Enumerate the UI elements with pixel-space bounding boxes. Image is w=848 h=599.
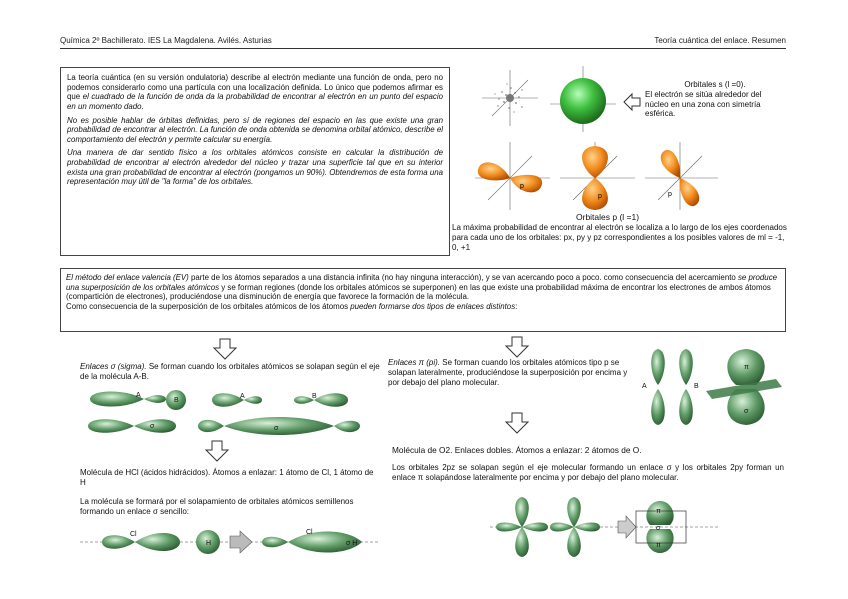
hcl-bond-figure — [80, 522, 380, 562]
hcl-title: Molécula de HCl (ácidos hidrácidos). Átomos a enlazar: 1 átomo de Cl, 1 átomo de H — [80, 468, 374, 487]
svg-text:B: B — [312, 393, 317, 400]
down-arrow-icon-pi — [504, 336, 530, 358]
svg-text:σ: σ — [274, 425, 279, 432]
intro-paragraph-1: La teoría cuántica (en su versión ondulatoria) describe al electrón mediante una función de onda, pero no podemos considerarlo como una partícula con una localización definida. Lo único que podemos afirmar es que el cuadrado de la función de onda da la probabilidad de encontrar al electrón en un punto del espacio en un momento dado. — [67, 73, 443, 111]
o2-description: Los orbitales 2pz se solapan según el eje molecular formando un enlace σ y los orbitales 2py forman un enlace π solapándose lateralmente por encima y por debajo del plano molecular. — [392, 463, 784, 482]
intro-box — [60, 67, 450, 256]
svg-text:σ: σ — [150, 423, 155, 430]
svg-text:p: p — [668, 191, 672, 198]
pi-bond-figure — [636, 347, 786, 427]
p-orbital-title: Orbitales p (l =1) — [576, 212, 640, 222]
p-orbitals-figure — [470, 140, 720, 212]
svg-text:H: H — [206, 540, 212, 547]
down-arrow-icon-hcl — [204, 440, 230, 462]
svg-text:Cl: Cl — [306, 529, 313, 536]
hcl-description: La molécula se formará por el solapamiento de orbitales atómicos semillenos formando un enlace σ sencillo: — [80, 497, 354, 516]
svg-text:σ: σ — [744, 408, 749, 415]
svg-text:π: π — [744, 364, 749, 371]
s-orbital-dots-figure — [478, 66, 542, 130]
down-arrow-icon-o2 — [504, 412, 530, 434]
header-rule — [60, 48, 786, 49]
header-right: Teoría cuántica del enlace. Resumen — [654, 36, 786, 45]
svg-text:π: π — [656, 508, 661, 515]
pi-heading: Enlaces π (pi). Se forman cuando los orbitales atómicos tipo p se solapan lateralmente, produciéndose la superposición por encima y por debajo del plano molecular. — [388, 358, 628, 387]
svg-text:π: π — [656, 542, 661, 549]
sigma-heading: Enlaces σ (sigma). Se forman cuando los orbitales atómicos se solapan según el eje de la molécula A-B. — [80, 362, 380, 381]
svg-text:p: p — [598, 193, 602, 200]
svg-text:A: A — [240, 393, 245, 400]
sigma-bond-figure — [84, 386, 374, 442]
pointer-arrow-icon — [622, 92, 642, 112]
svg-text:Cl: Cl — [130, 531, 137, 538]
o2-bond-figure — [490, 495, 720, 559]
s-orbital-sphere-figure — [548, 64, 618, 134]
intro-paragraph-2: No es posible hablar de órbitas definidas, pero sí de regiones del espacio en las que existe una gran probabilidad de encontrar al electrón. La función de onda obtenida se denomina orbital atómico, describe el comportamiento del electrón y permite calcular su energía. — [67, 115, 443, 144]
svg-text:A: A — [642, 383, 647, 390]
svg-text:A: A — [136, 392, 141, 399]
svg-text:B: B — [694, 383, 699, 390]
svg-text:σ H: σ H — [346, 540, 358, 547]
header-left: Química 2º Bachillerato. IES La Magdalena. Avilés. Asturias — [60, 36, 272, 45]
svg-text:p: p — [520, 183, 524, 190]
ev-method-box: El método del enlace valencia (EV) parte de los átomos separados a una distancia infinita (no hay ninguna interacción), y se van acercando poco a poco. como consecuencia del acercamiento se produce una superposición de los orbitales atómicos y se forman regiones (donde los orbitales atómicos se superponen) en las que existe una probabilidad máxima de encontrar los electrones de ambos átomos (compartición de electrones), produciéndose una disminución de energía que favorece la formación de la molécula. Como consecuencia de la superposición de los orbitales atómicos de los átomos pueden formarse dos tipos de enlaces distintos: — [60, 268, 786, 332]
down-arrow-icon-sigma — [212, 338, 238, 360]
svg-text:σ: σ — [656, 525, 661, 532]
o2-title: Molécula de O2. Enlaces dobles. Átomos a enlazar: 2 átomos de O. — [392, 445, 642, 455]
p-orbital-caption: La máxima probabilidad de encontrar al electrón se localiza a lo largo de los ejes coordenados para cada uno de los orbitales: px, py y pz correspondientes a los posibles valores de ml = -1, 0, +1 — [452, 223, 787, 252]
s-orbital-caption: Orbitales s (l =0). El electrón se sitúa alrededor del núcleo en una zona con simetría esférica. — [645, 80, 762, 119]
intro-paragraph-3: Una manera de dar sentido físico a los orbitales atómicos consiste en calcular la distribución de probabilidad de encontrar al electrón alrededor del núcleo y trazar una superficie tal que en su interior exista una gran probabilidad de encontrar al electrón (pongamos un 90%). Obtendremos de esta forma una representación muy útil de "la forma" de los orbitales. — [67, 148, 443, 187]
svg-text:B: B — [174, 397, 179, 404]
